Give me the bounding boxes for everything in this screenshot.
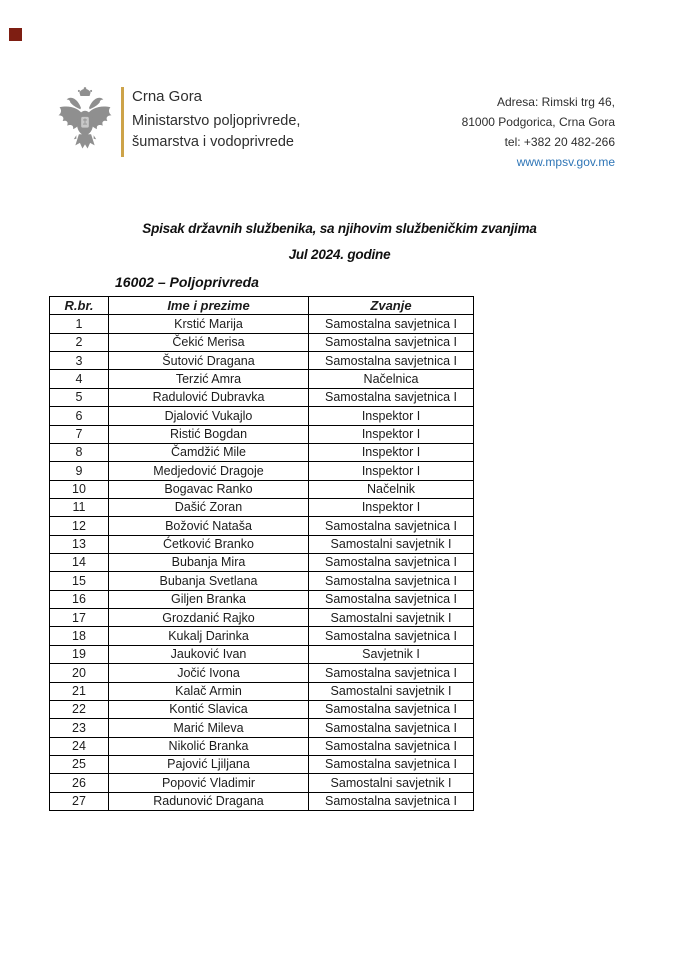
title-cell: Samostalna savjetnica I bbox=[309, 517, 474, 535]
table-row bbox=[50, 370, 474, 388]
table-row bbox=[50, 498, 474, 516]
name-cell: Čamdžić Mile bbox=[109, 443, 309, 461]
name-cell: Čekić Merisa bbox=[109, 333, 309, 351]
red-corner-marker bbox=[9, 28, 22, 41]
title-cell: Samostalna savjetnica I bbox=[309, 333, 474, 351]
row-number-cell: 25 bbox=[50, 755, 109, 773]
table-row bbox=[50, 645, 474, 663]
table-row bbox=[50, 664, 474, 682]
title-cell: Samostalna savjetnica I bbox=[309, 700, 474, 718]
name-cell: Ristić Bogdan bbox=[109, 425, 309, 443]
table-row bbox=[50, 572, 474, 590]
name-cell: Ćetković Branko bbox=[109, 535, 309, 553]
title-cell: Samostalna savjetnica I bbox=[309, 590, 474, 608]
title-cell: Samostalna savjetnica I bbox=[309, 737, 474, 755]
accent-divider bbox=[121, 87, 124, 157]
table-row bbox=[50, 590, 474, 608]
row-number-cell: 21 bbox=[50, 682, 109, 700]
section-label: 16002 – Poljoprivreda bbox=[115, 274, 259, 290]
table-row bbox=[50, 315, 474, 333]
table-row bbox=[50, 792, 474, 810]
title-cell: Inspektor I bbox=[309, 443, 474, 461]
title-cell: Savjetnik I bbox=[309, 645, 474, 663]
table-row bbox=[50, 737, 474, 755]
country-name: Crna Gora bbox=[132, 88, 203, 105]
table-row bbox=[50, 682, 474, 700]
name-cell: Nikolić Branka bbox=[109, 737, 309, 755]
title-cell: Samostalna savjetnica I bbox=[309, 572, 474, 590]
table-row bbox=[50, 443, 474, 461]
row-number-cell: 22 bbox=[50, 700, 109, 718]
title-cell: Inspektor I bbox=[309, 425, 474, 443]
row-number-cell: 2 bbox=[50, 333, 109, 351]
row-number-cell: 13 bbox=[50, 535, 109, 553]
name-cell: Krstić Marija bbox=[109, 315, 309, 333]
document-subtitle: Jul 2024. godine bbox=[288, 247, 391, 262]
document-title: Spisak državnih službenika, sa njihovim službeničkim zvanjima bbox=[142, 221, 537, 236]
title-cell: Samostalna savjetnica I bbox=[309, 554, 474, 572]
letterhead bbox=[57, 85, 300, 159]
address-line2: 81000 Podgorica, Crna Gora bbox=[461, 115, 615, 129]
table-row bbox=[50, 627, 474, 645]
staff-table bbox=[49, 296, 474, 811]
table-row bbox=[50, 719, 474, 737]
name-cell: Giljen Branka bbox=[109, 590, 309, 608]
title-cell: Samostalna savjetnica I bbox=[309, 352, 474, 370]
row-number-cell: 17 bbox=[50, 609, 109, 627]
row-number-cell: 18 bbox=[50, 627, 109, 645]
table-row bbox=[50, 609, 474, 627]
coat-of-arms-icon bbox=[57, 85, 113, 159]
table-row bbox=[50, 462, 474, 480]
name-cell: Božović Nataša bbox=[109, 517, 309, 535]
title-cell: Samostalni savjetnik I bbox=[309, 609, 474, 627]
org-name-block bbox=[132, 85, 300, 153]
website-link[interactable]: www.mpsv.gov.me bbox=[516, 155, 615, 169]
table-row bbox=[50, 535, 474, 553]
row-number-cell: 23 bbox=[50, 719, 109, 737]
row-number-cell: 12 bbox=[50, 517, 109, 535]
name-cell: Terzić Amra bbox=[109, 370, 309, 388]
title-cell: Samostalna savjetnica I bbox=[309, 388, 474, 406]
title-cell: Samostalna savjetnica I bbox=[309, 792, 474, 810]
row-number-cell: 8 bbox=[50, 443, 109, 461]
name-cell: Bubanja Mira bbox=[109, 554, 309, 572]
name-cell: Dašić Zoran bbox=[109, 498, 309, 516]
staff-table-header-row bbox=[50, 297, 474, 315]
row-number-cell: 16 bbox=[50, 590, 109, 608]
table-row bbox=[50, 554, 474, 572]
title-cell: Samostalna savjetnica I bbox=[309, 755, 474, 773]
title-cell: Samostalni savjetnik I bbox=[309, 774, 474, 792]
table-row bbox=[50, 700, 474, 718]
name-cell: Kukalj Darinka bbox=[109, 627, 309, 645]
table-row bbox=[50, 388, 474, 406]
title-cell: Inspektor I bbox=[309, 498, 474, 516]
row-number-cell: 10 bbox=[50, 480, 109, 498]
column-header-1: Ime i prezime bbox=[109, 297, 309, 315]
name-cell: Jočić Ivona bbox=[109, 664, 309, 682]
phone-number: tel: +382 20 482-266 bbox=[504, 135, 615, 149]
ministry-name-line2: šumarstva i vodoprivrede bbox=[132, 134, 294, 150]
title-cell: Samostalna savjetnica I bbox=[309, 315, 474, 333]
name-cell: Medjedović Dragoje bbox=[109, 462, 309, 480]
address-line1: Adresa: Rimski trg 46, bbox=[496, 95, 615, 109]
name-cell: Jauković Ivan bbox=[109, 645, 309, 663]
column-header-2: Zvanje bbox=[309, 297, 474, 315]
title-cell: Samostalni savjetnik I bbox=[309, 535, 474, 553]
row-number-cell: 19 bbox=[50, 645, 109, 663]
name-cell: Bogavac Ranko bbox=[109, 480, 309, 498]
table-row bbox=[50, 517, 474, 535]
title-cell: Samostalna savjetnica I bbox=[309, 664, 474, 682]
table-row bbox=[50, 352, 474, 370]
title-cell: Inspektor I bbox=[309, 407, 474, 425]
name-cell: Radulović Dubravka bbox=[109, 388, 309, 406]
title-cell: Inspektor I bbox=[309, 462, 474, 480]
row-number-cell: 4 bbox=[50, 370, 109, 388]
row-number-cell: 6 bbox=[50, 407, 109, 425]
table-row bbox=[50, 333, 474, 351]
row-number-cell: 1 bbox=[50, 315, 109, 333]
ministry-name-line1: Ministarstvo poljoprivrede, bbox=[132, 113, 301, 129]
row-number-cell: 11 bbox=[50, 498, 109, 516]
row-number-cell: 27 bbox=[50, 792, 109, 810]
row-number-cell: 15 bbox=[50, 572, 109, 590]
contact-block bbox=[462, 92, 615, 172]
row-number-cell: 20 bbox=[50, 664, 109, 682]
table-row bbox=[50, 480, 474, 498]
document-title-block bbox=[0, 216, 679, 268]
title-cell: Samostalni savjetnik I bbox=[309, 682, 474, 700]
name-cell: Bubanja Svetlana bbox=[109, 572, 309, 590]
title-cell: Samostalna savjetnica I bbox=[309, 719, 474, 737]
name-cell: Grozdanić Rajko bbox=[109, 609, 309, 627]
row-number-cell: 14 bbox=[50, 554, 109, 572]
row-number-cell: 5 bbox=[50, 388, 109, 406]
title-cell: Samostalna savjetnica I bbox=[309, 627, 474, 645]
name-cell: Popović Vladimir bbox=[109, 774, 309, 792]
row-number-cell: 7 bbox=[50, 425, 109, 443]
table-row bbox=[50, 425, 474, 443]
row-number-cell: 3 bbox=[50, 352, 109, 370]
name-cell: Šutović Dragana bbox=[109, 352, 309, 370]
table-row bbox=[50, 407, 474, 425]
name-cell: Kalač Armin bbox=[109, 682, 309, 700]
title-cell: Načelnica bbox=[309, 370, 474, 388]
table-row bbox=[50, 774, 474, 792]
name-cell: Djalović Vukajlo bbox=[109, 407, 309, 425]
name-cell: Marić Mileva bbox=[109, 719, 309, 737]
column-header-0: R.br. bbox=[50, 297, 109, 315]
row-number-cell: 9 bbox=[50, 462, 109, 480]
name-cell: Pajović Ljiljana bbox=[109, 755, 309, 773]
row-number-cell: 24 bbox=[50, 737, 109, 755]
table-row bbox=[50, 755, 474, 773]
name-cell: Radunović Dragana bbox=[109, 792, 309, 810]
title-cell: Načelnik bbox=[309, 480, 474, 498]
name-cell: Kontić Slavica bbox=[109, 700, 309, 718]
row-number-cell: 26 bbox=[50, 774, 109, 792]
